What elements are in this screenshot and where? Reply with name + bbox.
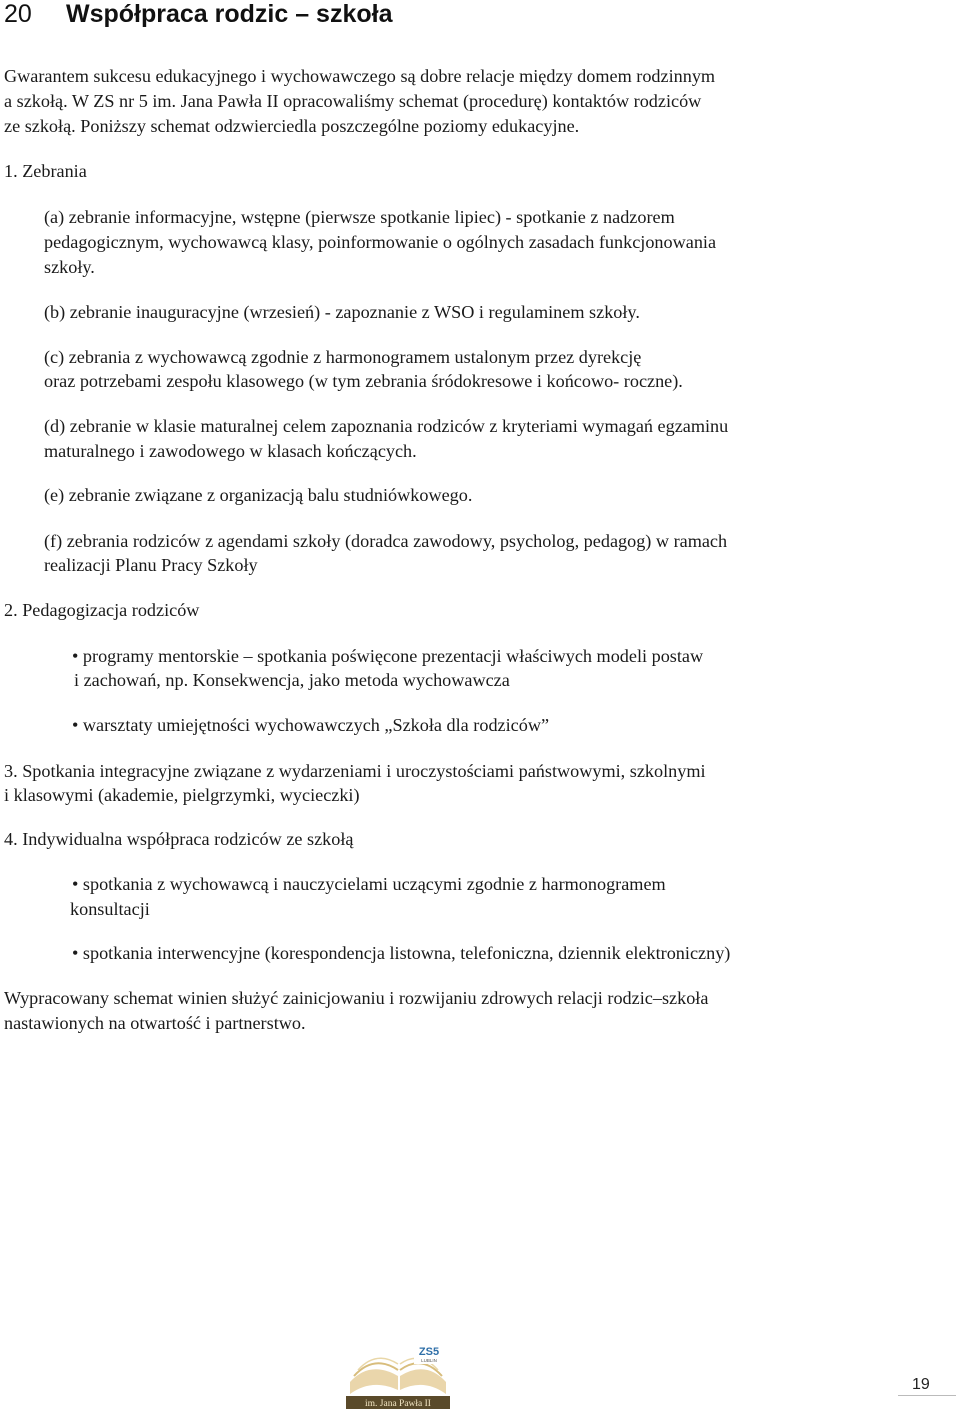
item-f-line: realizacji Planu Pracy Szkoły <box>44 555 258 575</box>
logo-badge-text: ZS5 <box>418 1346 440 1358</box>
item-f-line: (f) zebrania rodziców z agendami szkoły (doradca zawodowy, psycholog, pedagog) w ramach <box>44 531 728 551</box>
logo-city-text: LUBLIN <box>421 1358 437 1363</box>
page-number-rule <box>898 1395 956 1396</box>
bullet-line: • spotkania z wychowawcą i nauczycielami uczącymi zgodnie z harmonogramem <box>72 874 666 894</box>
logo-caption-text: im. Jana Pawła II <box>365 1399 431 1409</box>
bullet-line: • warsztaty umiejętności wychowawczych „Szkoła dla rodziców” <box>72 715 550 735</box>
bullet-line: i zachowań, np. Konsekwencja, jako metoda wychowawcza <box>74 670 510 690</box>
item-b: (b) zebranie inauguracyjne (wrzesień) - zapoznanie z WSO i regulaminem szkoły. <box>44 302 640 322</box>
bullet-line: konsultacji <box>70 899 150 919</box>
item-a-line: pedagogicznym, wychowawcą klasy, poinformowanie o ogólnych zasadach funkcjonowania <box>44 232 717 252</box>
item-e: (e) zebranie związane z organizacją balu studniówkowego. <box>44 485 473 505</box>
section-3-line: i klasowymi (akademie, pielgrzymki, wycieczki) <box>4 785 360 805</box>
section-number: 20 <box>4 0 32 28</box>
item-c-line: oraz potrzebami zespołu klasowego (w tym zebrania śródokresowe i końcowo- roczne). <box>44 371 683 391</box>
intro-line: ze szkołą. Poniższy schemat odzwierciedla poszczególne poziomy edukacyjne. <box>4 116 580 136</box>
section-title: Współpraca rodzic – szkoła <box>66 0 393 28</box>
item-d-line: maturalnego i zawodowego w klasach kończących. <box>44 441 417 461</box>
bullet-line: • programy mentorskie – spotkania poświęcone prezentacji właściwych modeli postaw <box>72 646 704 666</box>
section-4-title: 4. Indywidualna współpraca rodziców ze szkołą <box>4 829 354 849</box>
intro-line: a szkołą. W ZS nr 5 im. Jana Pawła II opracowaliśmy schemat (procedurę) kontaktów rodziców <box>4 91 702 111</box>
item-d-line: (d) zebranie w klasie maturalnej celem zapoznania rodziców z kryteriami wymagań egzaminu <box>44 416 729 436</box>
bullet-line: • spotkania interwencyjne (korespondencja listowna, telefoniczna, dziennik elektroniczny) <box>72 943 731 963</box>
page-number: 19 <box>912 1376 930 1393</box>
section-heading <box>4 0 393 29</box>
section-3-line: 3. Spotkania integracyjne związane z wydarzeniami i uroczystościami państwowymi, szkolnymi <box>4 761 706 781</box>
intro-line: Gwarantem sukcesu edukacyjnego i wychowawczego są dobre relacje między domem rodzinnym <box>4 66 716 86</box>
school-logo <box>340 1340 460 1410</box>
item-a-line: szkoły. <box>44 257 95 277</box>
closing-line: nastawionych na otwartość i partnerstwo. <box>4 1013 306 1033</box>
section-1-title: 1. Zebrania <box>4 161 87 181</box>
item-c-line: (c) zebrania z wychowawcą zgodnie z harmonogramem ustalonym przez dyrekcję <box>44 347 642 367</box>
closing-line: Wypracowany schemat winien służyć zainicjowaniu i rozwijaniu zdrowych relacji rodzic–szkoła <box>4 988 709 1008</box>
section-2-title: 2. Pedagogizacja rodziców <box>4 600 200 620</box>
item-a-line: (a) zebranie informacyjne, wstępne (pierwsze spotkanie lipiec) - spotkanie z nadzorem <box>44 207 675 227</box>
